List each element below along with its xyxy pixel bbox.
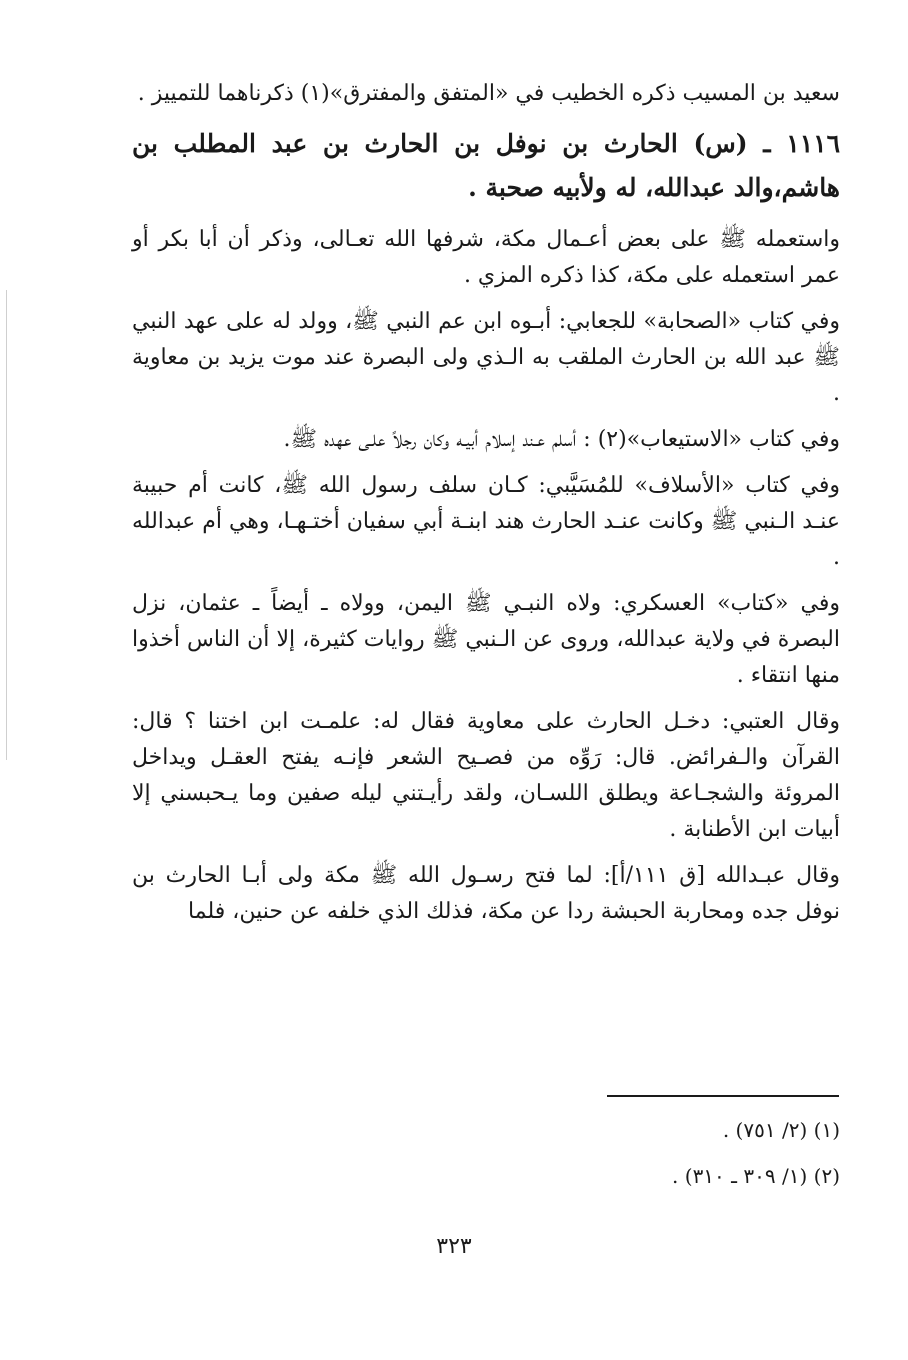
paragraph-istiab: وفي كتاب «الاستيعاب»(٢) : أسلم عـند إسلام أبيـه وكان رجلاً علـى عهده ﷺ. [283, 427, 840, 452]
page-number: ٣٢٣ [436, 1234, 472, 1259]
entry-heading: ١١١٦ ـ (س) الحارث بن نوفل بن الحارث بن عبد المطلب بن هاشم،والد عبدالله، له ولأبيه صحبة . [132, 129, 840, 202]
footnote-2: (٢) (١/ ٣٠٩ ـ ٣١٠) . [672, 1164, 840, 1188]
paragraph-appointment: واستعمله ﷺ على بعض أعـمال مكة، شرفها الله تعـالى، وذكر أن أبا بكر أو عمر استعمله على مكة، كذا ذكره المزي . [132, 227, 840, 288]
paragraph-aslaf: وفي كتاب «الأسلاف» للمُسَيَّبي: كـان سلف رسول الله ﷺ، كانت أم حبيبة عنـد الـنبي ﷺ وكانت عنـد الحارث هند ابنـة أبي سفيان أختـهـا، وهي أم عبدالله . [132, 473, 840, 570]
paragraph-abdullah: وقال عبـدالله [ق ١١١/أ]: لما فتح رسـول الله ﷺ مكة ولى أبـا الحارث بن نوفل جده ومحاربة الحبشة ردا عن مكة، فذلك الذي خلفه عن حنين، فلما [132, 863, 840, 924]
page-body [132, 70, 840, 940]
footnote-1: (١) (٢/ ٧٥١) . [722, 1118, 840, 1142]
paragraph-sahaba-jiabi: وفي كتاب «الصحابة» للجعابي: أبـوه ابن عم النبي ﷺ، وولد له على عهد النبي ﷺ عبد الله بن الحارث الملقب به الـذي ولى البصرة عند موت يزيد بن معاوية . [132, 309, 840, 406]
footnotes [560, 1110, 840, 1202]
paragraph-continuation: سعيد بن المسيب ذكره الخطيب في «المتفق والمفترق»(١) ذكرناهما للتمييز . [137, 81, 840, 106]
scan-margin-line [6, 290, 7, 760]
footnote-divider [607, 1095, 839, 1097]
paragraph-askari: وفي «كتاب» العسكري: ولاه النبـي ﷺ اليمن، وولاه ـ أيضاً ـ عثمان، نزل البصرة في ولاية عبدالله، وروى عن الـنبي ﷺ روايات كثيرة، إلا أن الناس أخذوا منها انتقاء . [132, 591, 840, 688]
paragraph-utbi: وقال العتبي: دخـل الحارث على معاوية فقال له: علمـت ابن اختنا ؟ قال: القرآن والـفرائض. قال: رَوِّه من فصـيح الشعر فإنـه يفتح العقـل ويداخل المروئة والشجـاعة ويطلق اللسـان، ولقد رأيـتني ليله صفين وما يـحبسني إلا أبيات ابن الأطنابة . [132, 709, 840, 842]
